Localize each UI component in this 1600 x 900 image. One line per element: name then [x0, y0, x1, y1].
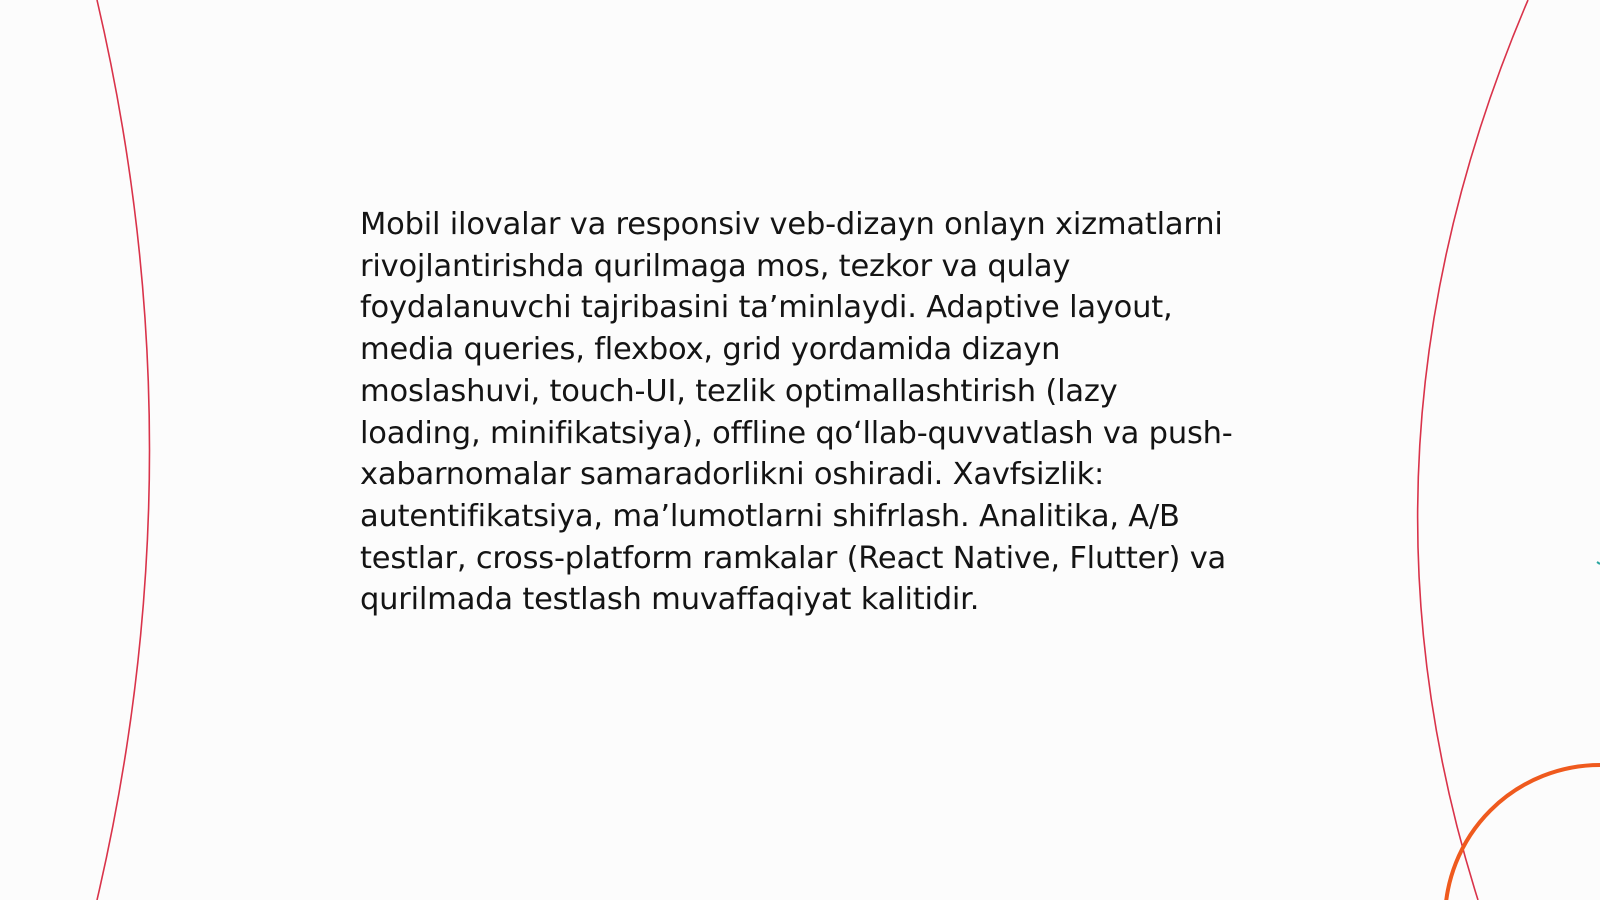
- slide-body-text: Mobil ilovalar va responsiv veb-dizayn onlayn xizmatlarni rivojlantirishda qurilmaga mos, tezkor va qulay foydalanuvchi tajribasini ta’minlaydi. Adaptive layout, media queries, flexbox, grid yordamida dizayn moslashuvi, touch-UI, tezlik optimallashtirish (lazy loading, minifikatsiya), offline qo‘llab-quvvatlash va push-xabarnomalar samaradorlikni oshiradi. Xavfsizlik: autentifikatsiya, ma’lumotlarni shifrlash. Analitika, A/B testlar, cross-platform ramkalar (React Native, Flutter) va qurilmada testlash muvaffaqiyat kalitidir.: [360, 207, 1233, 618]
- orange-circle-outline: [1445, 765, 1600, 900]
- left-curve-line: [97, 0, 150, 900]
- right-curve-line: [1418, 0, 1528, 900]
